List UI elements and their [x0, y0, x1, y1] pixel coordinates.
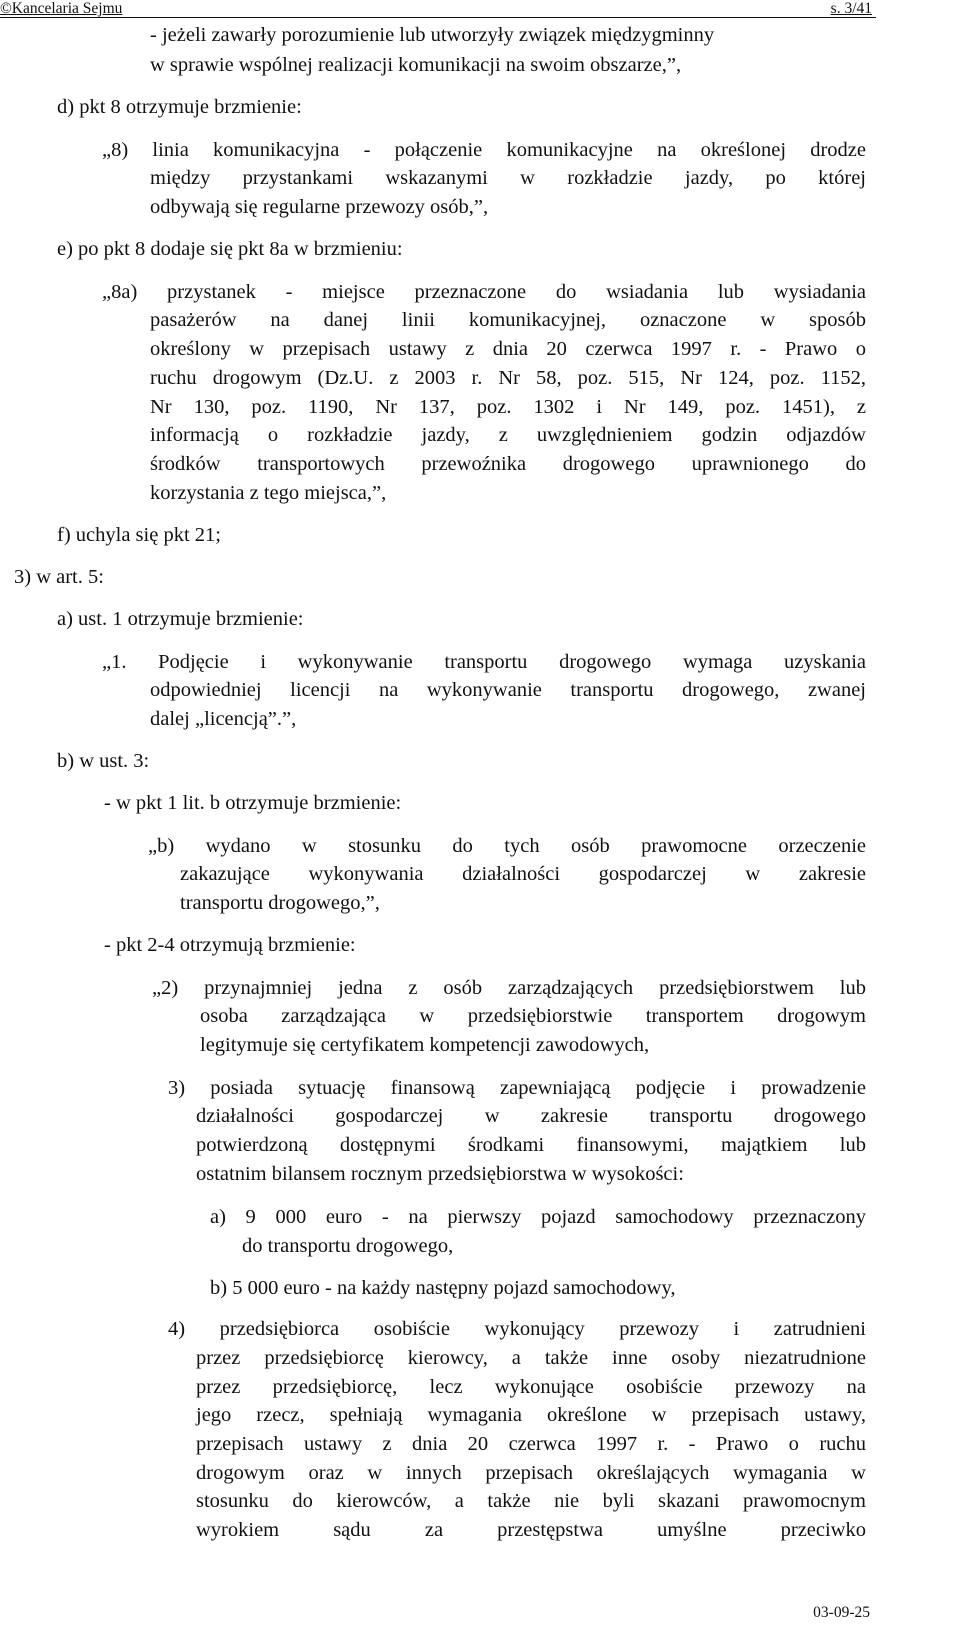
- text-line: d) pkt 8 otrzymuje brzmienie:: [57, 96, 302, 118]
- text-line: działalności gospodarczej w zakresie transportu drogowego: [196, 1105, 866, 1127]
- text-line: 3) posiada sytuację finansową zapewniającą podjęcie i prowadzenie: [168, 1077, 866, 1099]
- text-line: „2) przynajmniej jedna z osób zarządzających przedsiębiorstwem lub: [152, 977, 866, 999]
- text-line: a) ust. 1 otrzymuje brzmienie:: [57, 608, 304, 630]
- text-line: informacją o rozkładzie jazdy, z uwzględnieniem godzin odjazdów: [150, 424, 866, 446]
- text-line: określony w przepisach ustawy z dnia 20 czerwca 1997 r. - Prawo o: [150, 338, 866, 360]
- text-line: przepisach ustawy z dnia 20 czerwca 1997 r. - Prawo o ruchu: [196, 1433, 866, 1455]
- text-line: „b) wydano w stosunku do tych osób prawomocne orzeczenie: [148, 835, 866, 857]
- text-line: legitymuje się certyfikatem kompetencji zawodowych,: [200, 1034, 650, 1056]
- text-line: korzystania z tego miejsca,”,: [150, 482, 387, 504]
- footer-date: 03-09-25: [813, 1604, 870, 1621]
- text-line: - pkt 2-4 otrzymują brzmienie:: [104, 934, 356, 956]
- text-line: między przystankami wskazanymi w rozkładzie jazdy, po której: [150, 167, 866, 189]
- text-line: odbywają się regularne przewozy osób,”,: [150, 196, 489, 218]
- text-line: ruchu drogowym (Dz.U. z 2003 r. Nr 58, poz. 515, Nr 124, poz. 1152,: [150, 367, 866, 389]
- text-line: Nr 130, poz. 1190, Nr 137, poz. 1302 i Nr 149, poz. 1451), z: [150, 396, 866, 418]
- text-line: do transportu drogowego,: [242, 1235, 454, 1257]
- text-line: drogowym oraz w innych przepisach określających wymagania w: [196, 1462, 866, 1484]
- text-line: ostatnim bilansem rocznym przedsiębiorstwa w wysokości:: [196, 1163, 684, 1185]
- header-page-number: s. 3/41: [830, 0, 872, 17]
- text-line: odpowiedniej licencji na wykonywanie transportu drogowego, zwanej: [150, 679, 866, 701]
- text-line: osoba zarządzająca w przedsiębiorstwie transportem drogowym: [200, 1005, 866, 1027]
- text-line: w sprawie wspólnej realizacji komunikacji na swoim obszarze,”,: [150, 54, 682, 76]
- text-line: stosunku do kierowców, a także nie byli skazani prawomocnym: [196, 1490, 866, 1512]
- text-line: wyrokiem sądu za przestępstwa umyślne przeciwko: [196, 1519, 866, 1541]
- text-line: dalej „licencją”.”,: [150, 708, 297, 730]
- text-line: b) 5 000 euro - na każdy następny pojazd samochodowy,: [210, 1277, 676, 1299]
- text-line: środków transportowych przewoźnika drogowego uprawnionego do: [150, 453, 866, 475]
- text-line: zakazujące wykonywania działalności gospodarczej w zakresie: [180, 863, 866, 885]
- text-line: 3) w art. 5:: [14, 566, 104, 588]
- text-line: potwierdzoną dostępnymi środkami finansowymi, majątkiem lub: [196, 1134, 866, 1156]
- header-rule: [0, 17, 876, 18]
- text-line: b) w ust. 3:: [57, 750, 150, 772]
- text-line: e) po pkt 8 dodaje się pkt 8a w brzmieniu:: [57, 238, 403, 260]
- text-line: - jeżeli zawarły porozumienie lub utworzyły związek międzygminny: [150, 24, 715, 46]
- header-copyright: ©Kancelaria Sejmu: [0, 0, 123, 17]
- text-line: „1. Podjęcie i wykonywanie transportu drogowego wymaga uzyskania: [102, 651, 866, 673]
- text-line: „8a) przystanek - miejsce przeznaczone do wsiadania lub wysiadania: [102, 281, 866, 303]
- text-line: 4) przedsiębiorca osobiście wykonujący przewozy i zatrudnieni: [168, 1318, 866, 1340]
- text-line: jego rzecz, spełniają wymagania określone w przepisach ustawy,: [196, 1404, 866, 1426]
- text-line: f) uchyla się pkt 21;: [57, 524, 221, 546]
- text-line: „8) linia komunikacyjna - połączenie komunikacyjne na określonej drodze: [102, 139, 866, 161]
- text-line: a) 9 000 euro - na pierwszy pojazd samochodowy przeznaczony: [210, 1206, 866, 1228]
- text-line: pasażerów na danej linii komunikacyjnej, oznaczone w sposób: [150, 309, 866, 331]
- text-line: przez przedsiębiorcę, lecz wykonujące osobiście przewozy na: [196, 1376, 866, 1398]
- text-line: transportu drogowego,”,: [180, 892, 380, 914]
- text-line: przez przedsiębiorcę kierowcy, a także inne osoby niezatrudnione: [196, 1347, 866, 1369]
- text-line: - w pkt 1 lit. b otrzymuje brzmienie:: [104, 792, 402, 814]
